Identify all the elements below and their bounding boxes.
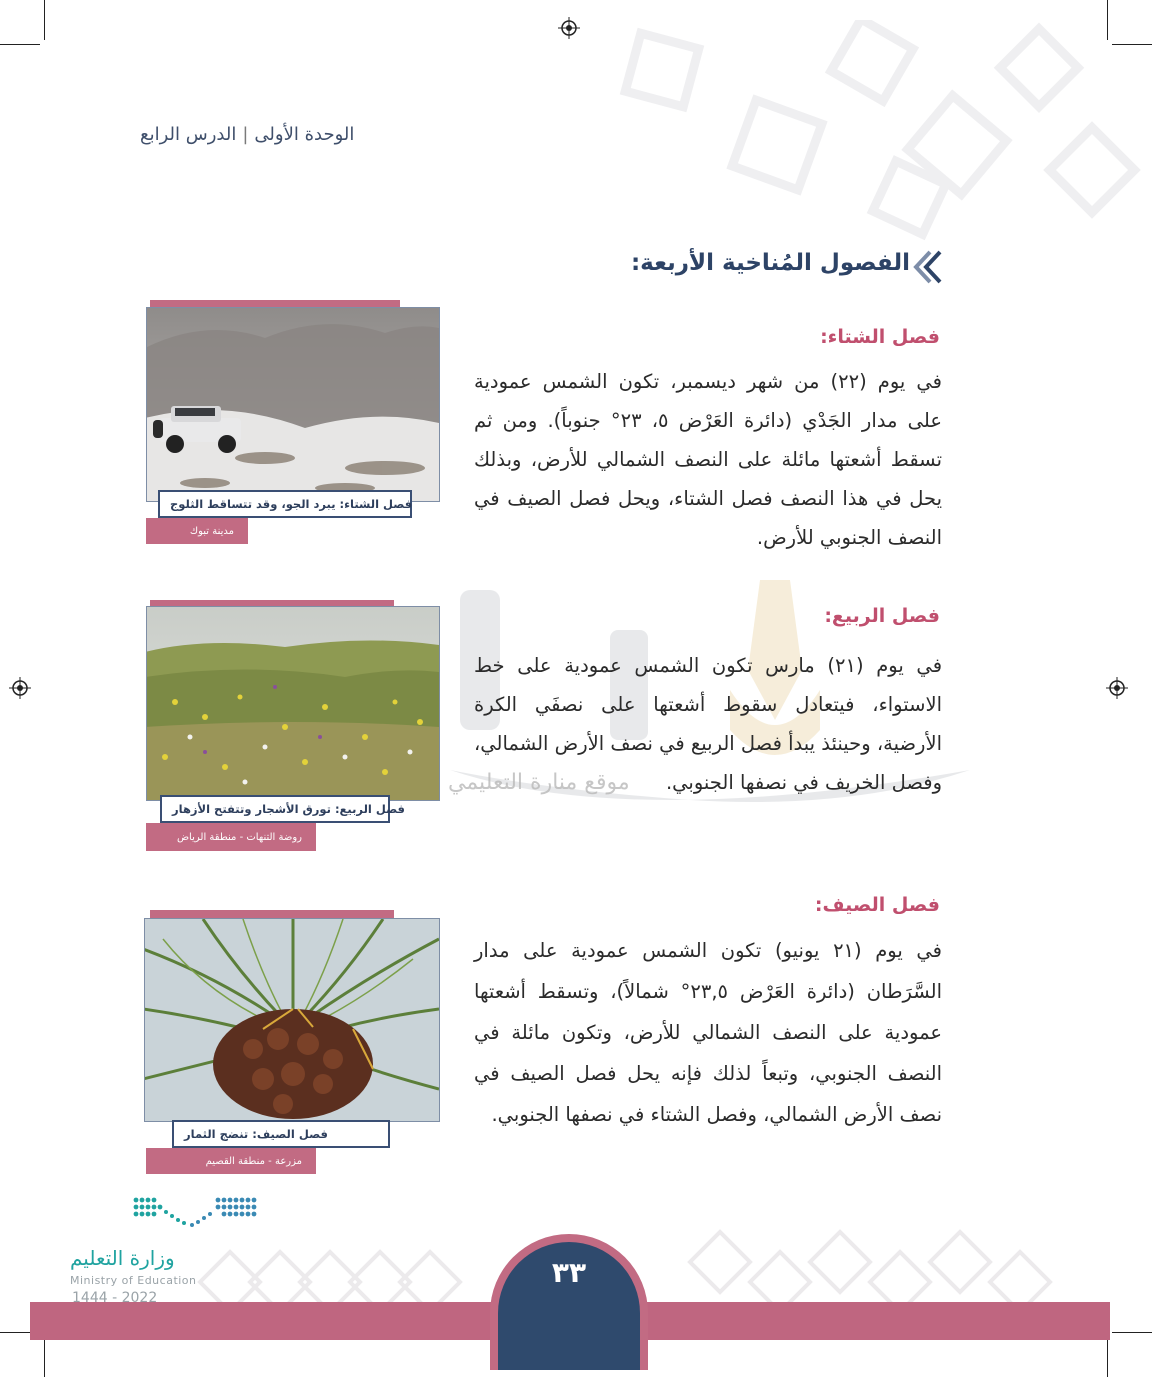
ministry-name-english: Ministry of Education [70,1274,197,1287]
spring-location: روضة التنهات - منطقة الرياض [146,823,316,851]
registration-target-icon [1106,677,1128,699]
ministry-name-arabic: وزارة التعليم [70,1246,175,1270]
season-text-summer: في يوم (٢١ يونيو) تكون الشمس عمودية على مدار السَّرَطان (دائرة العَرْض ٢٣,٥° شمالاً)، وتسقط أشعتها عمودية على النصف الشمالي للأرض، وتكون مائلة في النصف الجنوبي، وتبعاً لذلك فإنه يحل فصل الصيف في نصف الأرض الشمالي، وفصل الشتاء في نصفها الجنوبي. [474,939,942,1126]
spring-photo-image [146,607,439,801]
ministry-year: 2022 - 1444 [72,1290,158,1306]
crop-mark [44,1340,45,1377]
ministry-logo-icon [130,1192,260,1238]
section-title: الفصول المُناخية الأربعة: [630,250,910,276]
winter-caption: فصل الشتاء: يبرد الجو، وقد تتساقط الثلوج [158,490,412,518]
page-number: ٣٣ [551,1256,587,1289]
winter-photo-image [146,308,439,502]
photo-top-bar [150,910,394,918]
watermark-text: موقع منارة التعليمي [448,770,630,795]
season-text-spring: في يوم (٢١) مارس تكون الشمس عمودية على خط الاستواء، فيتعادل سقوط أشعتها على نصفَي الكرة الأرضية، وحينئذ يبدأ فصل الربيع في نصف الأرض الشمالي، وفصل الخريف في نصفها الجنوبي. [474,654,943,794]
crop-mark [1107,1340,1108,1377]
breadcrumb-unit: الوحدة الأولى [254,124,355,145]
breadcrumb [140,124,354,145]
winter-location: مدينة تبوك [146,518,248,544]
breadcrumb-separator: | [242,124,249,145]
summer-photo [144,918,440,1122]
registration-target-icon [558,17,580,39]
crop-mark [44,0,45,40]
spring-photo [146,606,440,801]
season-heading-winter: فصل الشتاء: [820,326,940,348]
season-heading-spring: فصل الربيع: [824,605,940,627]
crop-mark [1112,1332,1152,1333]
season-heading-summer: فصل الصيف: [814,894,940,916]
decorative-diamond-pattern [592,20,1152,250]
spring-caption: فصل الربيع: تورق الأشجار وتتفتح الأزهار [160,795,390,823]
double-chevron-icon [912,250,944,284]
summer-caption: فصل الصيف: تنضج الثمار [172,1120,390,1148]
breadcrumb-lesson: الدرس الرابع [140,124,237,145]
crop-mark [0,44,40,45]
season-text-winter: في يوم (٢٢) من شهر ديسمبر، تكون الشمس عمودية على مدار الجَدْي (دائرة العَرْض ٥، ٢٣° جنوباً). ومن ثم تسقط أشعتها مائلة على النصف الشمالي للأرض، وبذلك يحل في هذا النصف فصل الشتاء، ويحل فصل الصيف في النصف الجنوبي للأرض. [474,370,943,549]
summer-location: مزرعة - منطقة القصيم [146,1148,316,1174]
registration-target-icon [9,677,31,699]
winter-photo [146,307,440,502]
summer-photo-image [144,919,439,1122]
